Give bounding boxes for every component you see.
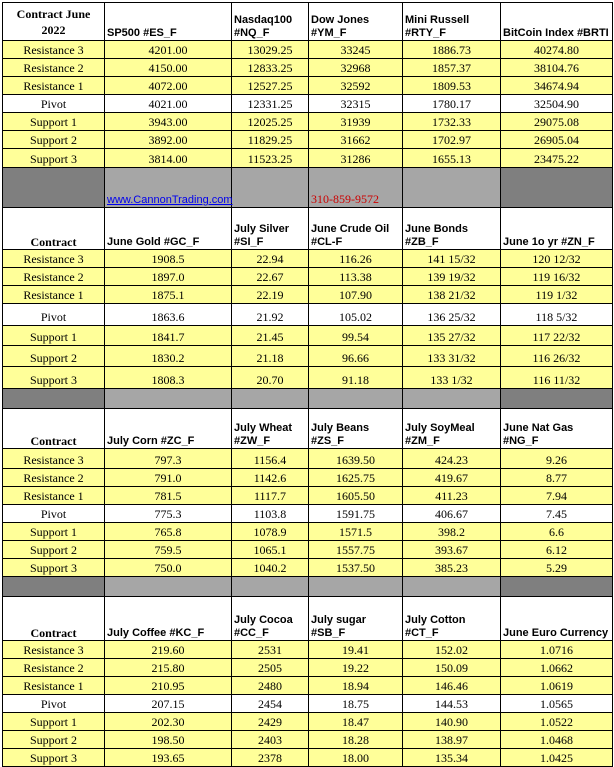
value-cell: 1.0425 bbox=[501, 749, 613, 767]
value-cell: 759.5 bbox=[105, 541, 232, 559]
column-header: June Bonds #ZB_F bbox=[403, 208, 501, 250]
row-label: Resistance 1 bbox=[3, 677, 105, 695]
contract-header: Contract June 2022 bbox=[3, 3, 105, 41]
pivot-row bbox=[3, 95, 613, 113]
value-cell: 1591.75 bbox=[309, 505, 403, 523]
value-cell: 18.00 bbox=[309, 749, 403, 767]
value-cell: 18.28 bbox=[309, 731, 403, 749]
value-cell: 140.90 bbox=[403, 713, 501, 731]
separator-cell bbox=[3, 389, 105, 409]
value-cell: 1857.37 bbox=[403, 59, 501, 77]
value-cell: 136 25/32 bbox=[403, 304, 501, 326]
column-header: June Gold #GC_F bbox=[105, 208, 232, 250]
row-label: Pivot bbox=[3, 505, 105, 523]
value-cell: 107.90 bbox=[309, 286, 403, 304]
value-cell: 32968 bbox=[309, 59, 403, 77]
column-header: July Wheat #ZW_F bbox=[232, 409, 309, 449]
level-row bbox=[3, 59, 613, 77]
value-cell: 9.26 bbox=[501, 449, 613, 469]
header-row bbox=[3, 409, 613, 449]
value-cell: 4021.00 bbox=[105, 95, 232, 113]
separator-cell bbox=[3, 577, 105, 597]
level-row bbox=[3, 469, 613, 487]
value-cell: 22.94 bbox=[232, 250, 309, 268]
value-cell: 19.22 bbox=[309, 659, 403, 677]
pivot-row bbox=[3, 695, 613, 713]
value-cell: 1639.50 bbox=[309, 449, 403, 469]
separator-cell bbox=[232, 168, 309, 208]
value-cell: 1897.0 bbox=[105, 268, 232, 286]
value-cell: 1571.5 bbox=[309, 523, 403, 541]
row-label: Pivot bbox=[3, 304, 105, 326]
row-label: Support 3 bbox=[3, 149, 105, 168]
value-cell: 117 22/32 bbox=[501, 326, 613, 346]
value-cell: 2378 bbox=[232, 749, 309, 767]
value-cell: 750.0 bbox=[105, 559, 232, 577]
value-cell: 1.0468 bbox=[501, 731, 613, 749]
value-cell: 32315 bbox=[309, 95, 403, 113]
value-cell: 113.38 bbox=[309, 268, 403, 286]
value-cell: 2429 bbox=[232, 713, 309, 731]
row-label: Pivot bbox=[3, 695, 105, 713]
value-cell: 116 11/32 bbox=[501, 367, 613, 389]
value-cell: 152.02 bbox=[403, 641, 501, 659]
value-cell: 33245 bbox=[309, 41, 403, 59]
column-header: July sugar #SB_F bbox=[309, 597, 403, 641]
value-cell: 765.8 bbox=[105, 523, 232, 541]
column-header: July SoyMeal #ZM_F bbox=[403, 409, 501, 449]
level-row bbox=[3, 541, 613, 559]
level-row bbox=[3, 326, 613, 346]
pivot-table-body bbox=[3, 3, 613, 767]
value-cell: 219.60 bbox=[105, 641, 232, 659]
value-cell: 1103.8 bbox=[232, 505, 309, 523]
separator-cell bbox=[105, 389, 232, 409]
level-row bbox=[3, 487, 613, 505]
column-header: Mini Russell #RTY_F bbox=[403, 3, 501, 41]
value-cell: 797.3 bbox=[105, 449, 232, 469]
value-cell: 31939 bbox=[309, 113, 403, 131]
value-cell: 1065.1 bbox=[232, 541, 309, 559]
value-cell: 133 31/32 bbox=[403, 346, 501, 367]
row-label: Support 2 bbox=[3, 541, 105, 559]
value-cell: 1156.4 bbox=[232, 449, 309, 469]
value-cell: 406.67 bbox=[403, 505, 501, 523]
row-label: Resistance 2 bbox=[3, 659, 105, 677]
value-cell: 118 5/32 bbox=[501, 304, 613, 326]
row-label: Support 2 bbox=[3, 131, 105, 149]
separator-row bbox=[3, 389, 613, 409]
value-cell: 1886.73 bbox=[403, 41, 501, 59]
level-row bbox=[3, 149, 613, 168]
separator-cell bbox=[403, 389, 501, 409]
separator-cell bbox=[3, 168, 105, 208]
value-cell: 207.15 bbox=[105, 695, 232, 713]
value-cell: 7.45 bbox=[501, 505, 613, 523]
level-row bbox=[3, 286, 613, 304]
level-row bbox=[3, 641, 613, 659]
column-header: July Coffee #KC_F bbox=[105, 597, 232, 641]
value-cell: 775.3 bbox=[105, 505, 232, 523]
row-label: Resistance 3 bbox=[3, 250, 105, 268]
value-cell: 385.23 bbox=[403, 559, 501, 577]
contract-header: Contract bbox=[3, 208, 105, 250]
value-cell: 1625.75 bbox=[309, 469, 403, 487]
level-row bbox=[3, 367, 613, 389]
value-cell: 91.18 bbox=[309, 367, 403, 389]
row-label: Support 1 bbox=[3, 523, 105, 541]
row-label: Resistance 1 bbox=[3, 286, 105, 304]
value-cell: 781.5 bbox=[105, 487, 232, 505]
column-header: SP500 #ES_F bbox=[105, 3, 232, 41]
value-cell: 23475.22 bbox=[501, 149, 613, 168]
value-cell: 12527.25 bbox=[232, 77, 309, 95]
value-cell: 4201.00 bbox=[105, 41, 232, 59]
value-cell: 3943.00 bbox=[105, 113, 232, 131]
value-cell: 31286 bbox=[309, 149, 403, 168]
level-row bbox=[3, 250, 613, 268]
value-cell: 22.19 bbox=[232, 286, 309, 304]
value-cell: 1908.5 bbox=[105, 250, 232, 268]
separator-cell bbox=[309, 577, 403, 597]
separator-cell bbox=[501, 577, 613, 597]
row-label: Resistance 2 bbox=[3, 268, 105, 286]
row-label: Resistance 1 bbox=[3, 487, 105, 505]
column-header: June Euro Currency bbox=[501, 597, 613, 641]
separator-cell bbox=[105, 577, 232, 597]
value-cell: 21.45 bbox=[232, 326, 309, 346]
value-cell: 1.0716 bbox=[501, 641, 613, 659]
value-cell: 4150.00 bbox=[105, 59, 232, 77]
value-cell: 1142.6 bbox=[232, 469, 309, 487]
value-cell: 1808.3 bbox=[105, 367, 232, 389]
level-row bbox=[3, 346, 613, 367]
separator-cell bbox=[232, 577, 309, 597]
header-row bbox=[3, 597, 613, 641]
value-cell: 21.18 bbox=[232, 346, 309, 367]
separator-cell bbox=[232, 389, 309, 409]
row-label: Support 2 bbox=[3, 346, 105, 367]
level-row bbox=[3, 659, 613, 677]
pivot-row bbox=[3, 505, 613, 523]
value-cell: 193.65 bbox=[105, 749, 232, 767]
column-header: July Corn #ZC_F bbox=[105, 409, 232, 449]
column-header: BitCoin Index #BRTI bbox=[501, 3, 613, 41]
row-label: Support 1 bbox=[3, 113, 105, 131]
value-cell: 146.46 bbox=[403, 677, 501, 695]
value-cell: 791.0 bbox=[105, 469, 232, 487]
value-cell: 1780.17 bbox=[403, 95, 501, 113]
value-cell: 26905.04 bbox=[501, 131, 613, 149]
separator-cell bbox=[105, 168, 232, 208]
value-cell: 31662 bbox=[309, 131, 403, 149]
value-cell: 138.97 bbox=[403, 731, 501, 749]
row-label: Resistance 3 bbox=[3, 449, 105, 469]
value-cell: 198.50 bbox=[105, 731, 232, 749]
separator-row bbox=[3, 168, 613, 208]
contract-header: Contract bbox=[3, 409, 105, 449]
value-cell: 135.34 bbox=[403, 749, 501, 767]
column-header: Dow Jones #YM_F bbox=[309, 3, 403, 41]
value-cell: 1040.2 bbox=[232, 559, 309, 577]
value-cell: 99.54 bbox=[309, 326, 403, 346]
value-cell: 7.94 bbox=[501, 487, 613, 505]
level-row bbox=[3, 449, 613, 469]
value-cell: 120 12/32 bbox=[501, 250, 613, 268]
value-cell: 215.80 bbox=[105, 659, 232, 677]
level-row bbox=[3, 113, 613, 131]
level-row bbox=[3, 131, 613, 149]
value-cell: 6.6 bbox=[501, 523, 613, 541]
pivot-table bbox=[2, 2, 613, 767]
value-cell: 18.94 bbox=[309, 677, 403, 695]
value-cell: 22.67 bbox=[232, 268, 309, 286]
column-header: July Cotton #CT_F bbox=[403, 597, 501, 641]
value-cell: 2505 bbox=[232, 659, 309, 677]
level-row bbox=[3, 77, 613, 95]
row-label: Resistance 3 bbox=[3, 641, 105, 659]
value-cell: 4072.00 bbox=[105, 77, 232, 95]
value-cell: 38104.76 bbox=[501, 59, 613, 77]
value-cell: 18.75 bbox=[309, 695, 403, 713]
value-cell: 1.0522 bbox=[501, 713, 613, 731]
header-row bbox=[3, 3, 613, 41]
value-cell: 139 19/32 bbox=[403, 268, 501, 286]
value-cell: 119 1/32 bbox=[501, 286, 613, 304]
value-cell: 1557.75 bbox=[309, 541, 403, 559]
value-cell: 210.95 bbox=[105, 677, 232, 695]
separator-cell bbox=[501, 168, 613, 208]
value-cell: 2480 bbox=[232, 677, 309, 695]
value-cell: 12331.25 bbox=[232, 95, 309, 113]
value-cell: 105.02 bbox=[309, 304, 403, 326]
value-cell: 3814.00 bbox=[105, 149, 232, 168]
level-row bbox=[3, 268, 613, 286]
value-cell: 2454 bbox=[232, 695, 309, 713]
level-row bbox=[3, 713, 613, 731]
value-cell: 3892.00 bbox=[105, 131, 232, 149]
row-label: Resistance 2 bbox=[3, 469, 105, 487]
header-row bbox=[3, 208, 613, 250]
value-cell: 1117.7 bbox=[232, 487, 309, 505]
value-cell: 29075.08 bbox=[501, 113, 613, 131]
value-cell: 12025.25 bbox=[232, 113, 309, 131]
value-cell: 11829.25 bbox=[232, 131, 309, 149]
value-cell: 19.41 bbox=[309, 641, 403, 659]
pivot-row bbox=[3, 304, 613, 326]
value-cell: 1.0619 bbox=[501, 677, 613, 695]
value-cell: 5.29 bbox=[501, 559, 613, 577]
level-row bbox=[3, 523, 613, 541]
value-cell: 96.66 bbox=[309, 346, 403, 367]
value-cell: 1732.33 bbox=[403, 113, 501, 131]
value-cell: 21.92 bbox=[232, 304, 309, 326]
value-cell: 138 21/32 bbox=[403, 286, 501, 304]
level-row bbox=[3, 559, 613, 577]
value-cell: 116.26 bbox=[309, 250, 403, 268]
value-cell: 202.30 bbox=[105, 713, 232, 731]
website-link[interactable]: www.CannonTrading.com bbox=[107, 194, 233, 206]
row-label: Pivot bbox=[3, 95, 105, 113]
level-row bbox=[3, 677, 613, 695]
value-cell: 1078.9 bbox=[232, 523, 309, 541]
separator-row bbox=[3, 577, 613, 597]
column-header: July Silver #SI_F bbox=[232, 208, 309, 250]
phone-number: 310-859-9572 bbox=[311, 192, 379, 206]
value-cell: 144.53 bbox=[403, 695, 501, 713]
value-cell: 11523.25 bbox=[232, 149, 309, 168]
value-cell: 34674.94 bbox=[501, 77, 613, 95]
value-cell: 40274.80 bbox=[501, 41, 613, 59]
value-cell: 1875.1 bbox=[105, 286, 232, 304]
separator-cell bbox=[403, 577, 501, 597]
row-label: Support 1 bbox=[3, 713, 105, 731]
value-cell: 411.23 bbox=[403, 487, 501, 505]
row-label: Resistance 3 bbox=[3, 41, 105, 59]
value-cell: 135 27/32 bbox=[403, 326, 501, 346]
value-cell: 1.0565 bbox=[501, 695, 613, 713]
separator-cell bbox=[309, 168, 403, 208]
value-cell: 119 16/32 bbox=[501, 268, 613, 286]
value-cell: 2403 bbox=[232, 731, 309, 749]
row-label: Support 1 bbox=[3, 326, 105, 346]
value-cell: 18.47 bbox=[309, 713, 403, 731]
value-cell: 32592 bbox=[309, 77, 403, 95]
row-label: Support 2 bbox=[3, 731, 105, 749]
row-label: Support 3 bbox=[3, 559, 105, 577]
column-header: June Crude Oil #CL-F bbox=[309, 208, 403, 250]
value-cell: 13029.25 bbox=[232, 41, 309, 59]
value-cell: 2531 bbox=[232, 641, 309, 659]
value-cell: 8.77 bbox=[501, 469, 613, 487]
value-cell: 12833.25 bbox=[232, 59, 309, 77]
level-row bbox=[3, 749, 613, 767]
value-cell: 1863.6 bbox=[105, 304, 232, 326]
contract-header: Contract bbox=[3, 597, 105, 641]
separator-cell bbox=[403, 168, 501, 208]
level-row bbox=[3, 41, 613, 59]
column-header: July Cocoa #CC_F bbox=[232, 597, 309, 641]
value-cell: 20.70 bbox=[232, 367, 309, 389]
value-cell: 1809.53 bbox=[403, 77, 501, 95]
value-cell: 398.2 bbox=[403, 523, 501, 541]
value-cell: 6.12 bbox=[501, 541, 613, 559]
value-cell: 419.67 bbox=[403, 469, 501, 487]
value-cell: 1655.13 bbox=[403, 149, 501, 168]
value-cell: 133 1/32 bbox=[403, 367, 501, 389]
value-cell: 150.09 bbox=[403, 659, 501, 677]
value-cell: 32504.90 bbox=[501, 95, 613, 113]
value-cell: 424.23 bbox=[403, 449, 501, 469]
separator-cell bbox=[309, 389, 403, 409]
value-cell: 1537.50 bbox=[309, 559, 403, 577]
row-label: Resistance 2 bbox=[3, 59, 105, 77]
column-header: July Beans #ZS_F bbox=[309, 409, 403, 449]
row-label: Resistance 1 bbox=[3, 77, 105, 95]
value-cell: 1841.7 bbox=[105, 326, 232, 346]
value-cell: 116 26/32 bbox=[501, 346, 613, 367]
value-cell: 393.67 bbox=[403, 541, 501, 559]
row-label: Support 3 bbox=[3, 749, 105, 767]
value-cell: 1.0662 bbox=[501, 659, 613, 677]
value-cell: 141 15/32 bbox=[403, 250, 501, 268]
value-cell: 1702.97 bbox=[403, 131, 501, 149]
separator-cell bbox=[501, 389, 613, 409]
column-header: June 1o yr #ZN_F bbox=[501, 208, 613, 250]
column-header: Nasdaq100 #NQ_F bbox=[232, 3, 309, 41]
row-label: Support 3 bbox=[3, 367, 105, 389]
column-header: June Nat Gas #NG_F bbox=[501, 409, 613, 449]
value-cell: 1605.50 bbox=[309, 487, 403, 505]
value-cell: 1830.2 bbox=[105, 346, 232, 367]
